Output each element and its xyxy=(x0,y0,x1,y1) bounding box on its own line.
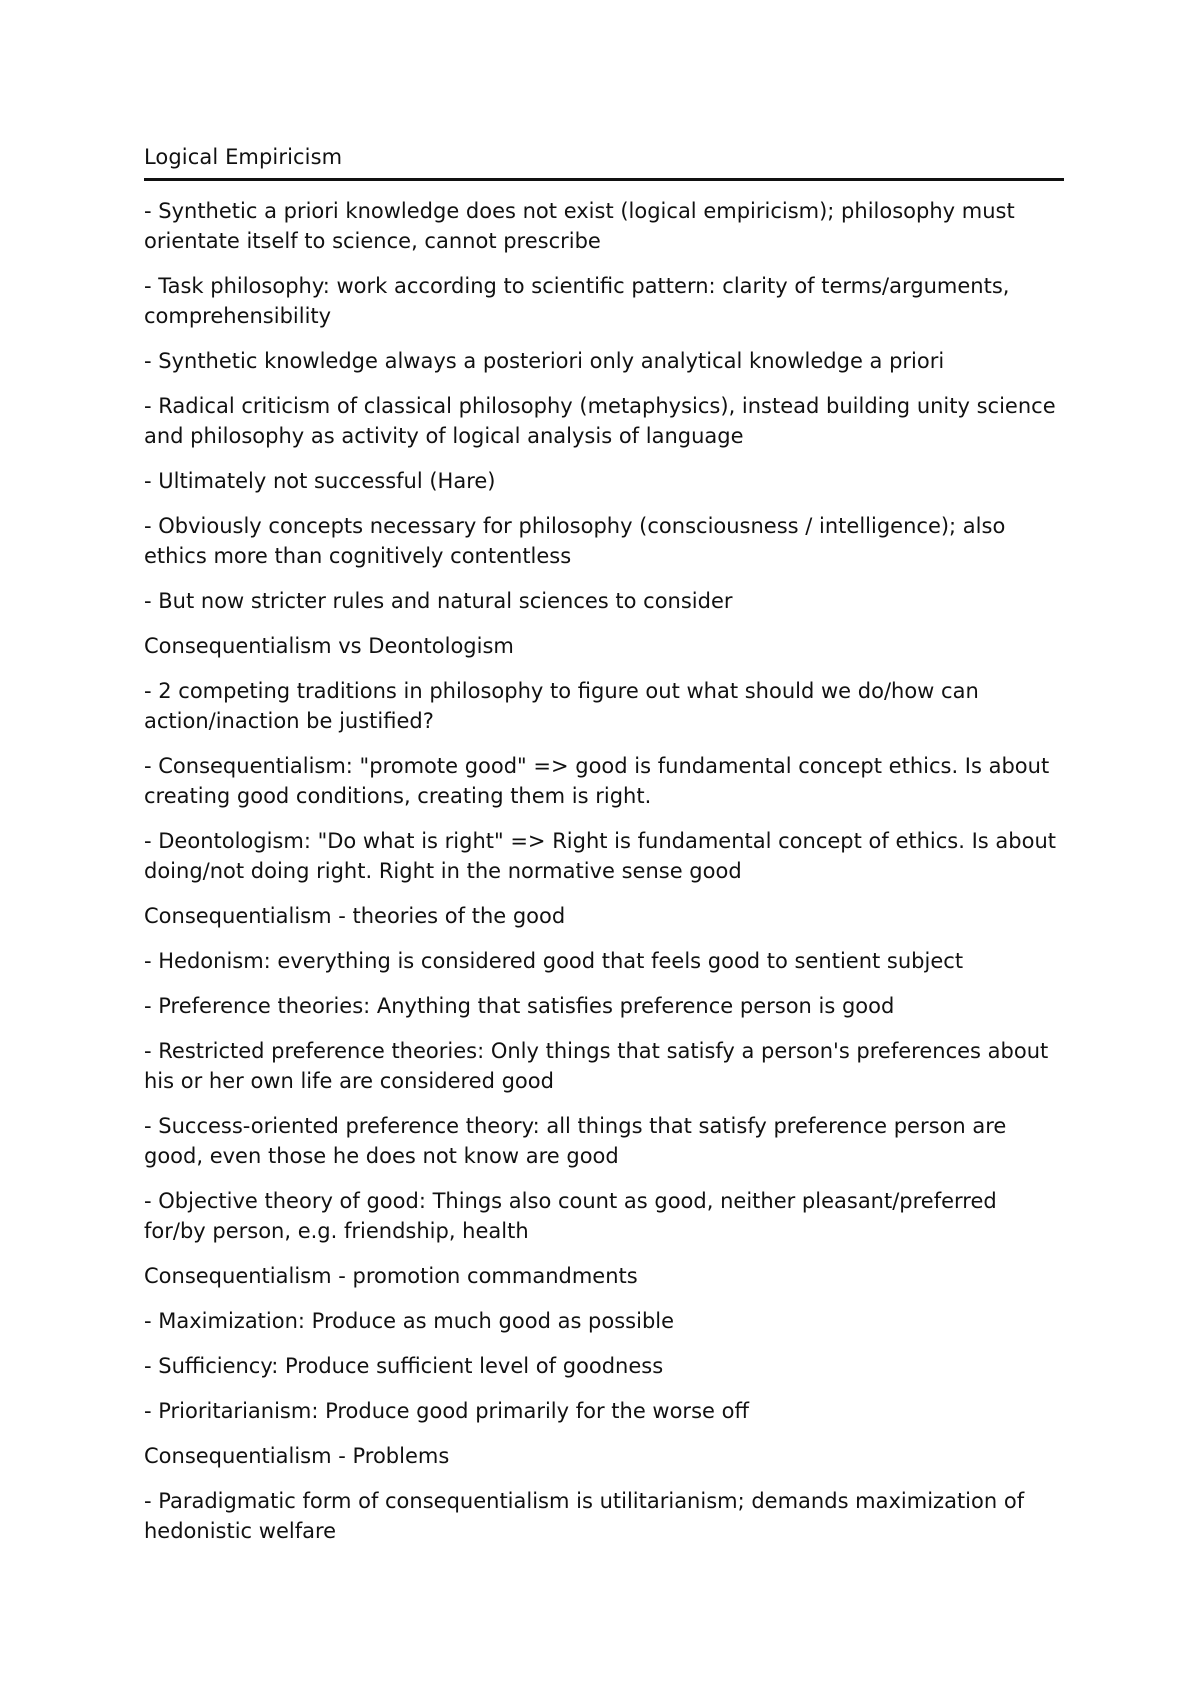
section-heading: Consequentialism - theories of the good xyxy=(144,904,566,928)
title-block xyxy=(144,142,1064,181)
paragraph: - Ultimately not successful (Hare) xyxy=(144,469,496,493)
document-title: Logical Empiricism xyxy=(144,145,343,169)
section-heading: Consequentialism - Problems xyxy=(144,1444,450,1468)
paragraph: - Objective theory of good: Things also count as good, neither pleasant/preferred for/by person, e.g. friendship, health xyxy=(144,1189,997,1243)
paragraph: - Synthetic a priori knowledge does not exist (logical empiricism); philosophy must orientate itself to science, cannot prescribe xyxy=(144,199,1015,253)
paragraph: - But now stricter rules and natural sciences to consider xyxy=(144,589,733,613)
paragraph: - Paradigmatic form of consequentialism is utilitarianism; demands maximization of hedonistic welfare xyxy=(144,1489,1025,1543)
paragraph: - Deontologism: "Do what is right" => Right is fundamental concept of ethics. Is about doing/not doing right. Right in the normative sense good xyxy=(144,829,1056,883)
paragraph: - Hedonism: everything is considered good that feels good to sentient subject xyxy=(144,949,964,973)
section-heading: Consequentialism - promotion commandments xyxy=(144,1264,638,1288)
paragraph: - Maximization: Produce as much good as possible xyxy=(144,1309,675,1333)
paragraph: - Radical criticism of classical philosophy (metaphysics), instead building unity science and philosophy as activity of logical analysis of language xyxy=(144,394,1056,448)
paragraph: - Task philosophy: work according to scientific pattern: clarity of terms/arguments, comprehensibility xyxy=(144,274,1010,328)
paragraph: - Success-oriented preference theory: all things that satisfy preference person are good, even those he does not know are good xyxy=(144,1114,1007,1168)
document-page xyxy=(144,142,1064,1561)
paragraph: - Sufficiency: Produce sufficient level of goodness xyxy=(144,1354,664,1378)
paragraph: - Synthetic knowledge always a posteriori only analytical knowledge a priori xyxy=(144,349,945,373)
paragraph: - Restricted preference theories: Only things that satisfy a person's preferences about his or her own life are considered good xyxy=(144,1039,1049,1093)
paragraph: - 2 competing traditions in philosophy to figure out what should we do/how can action/inaction be justified? xyxy=(144,679,979,733)
paragraph: - Preference theories: Anything that satisfies preference person is good xyxy=(144,994,895,1018)
paragraph: - Consequentialism: "promote good" => good is fundamental concept ethics. Is about creating good conditions, creating them is right. xyxy=(144,754,1050,808)
paragraph: - Prioritarianism: Produce good primarily for the worse off xyxy=(144,1399,749,1423)
paragraph: - Obviously concepts necessary for philosophy (consciousness / intelligence); also ethics more than cognitively contentless xyxy=(144,514,1006,568)
section-heading: Consequentialism vs Deontologism xyxy=(144,634,514,658)
